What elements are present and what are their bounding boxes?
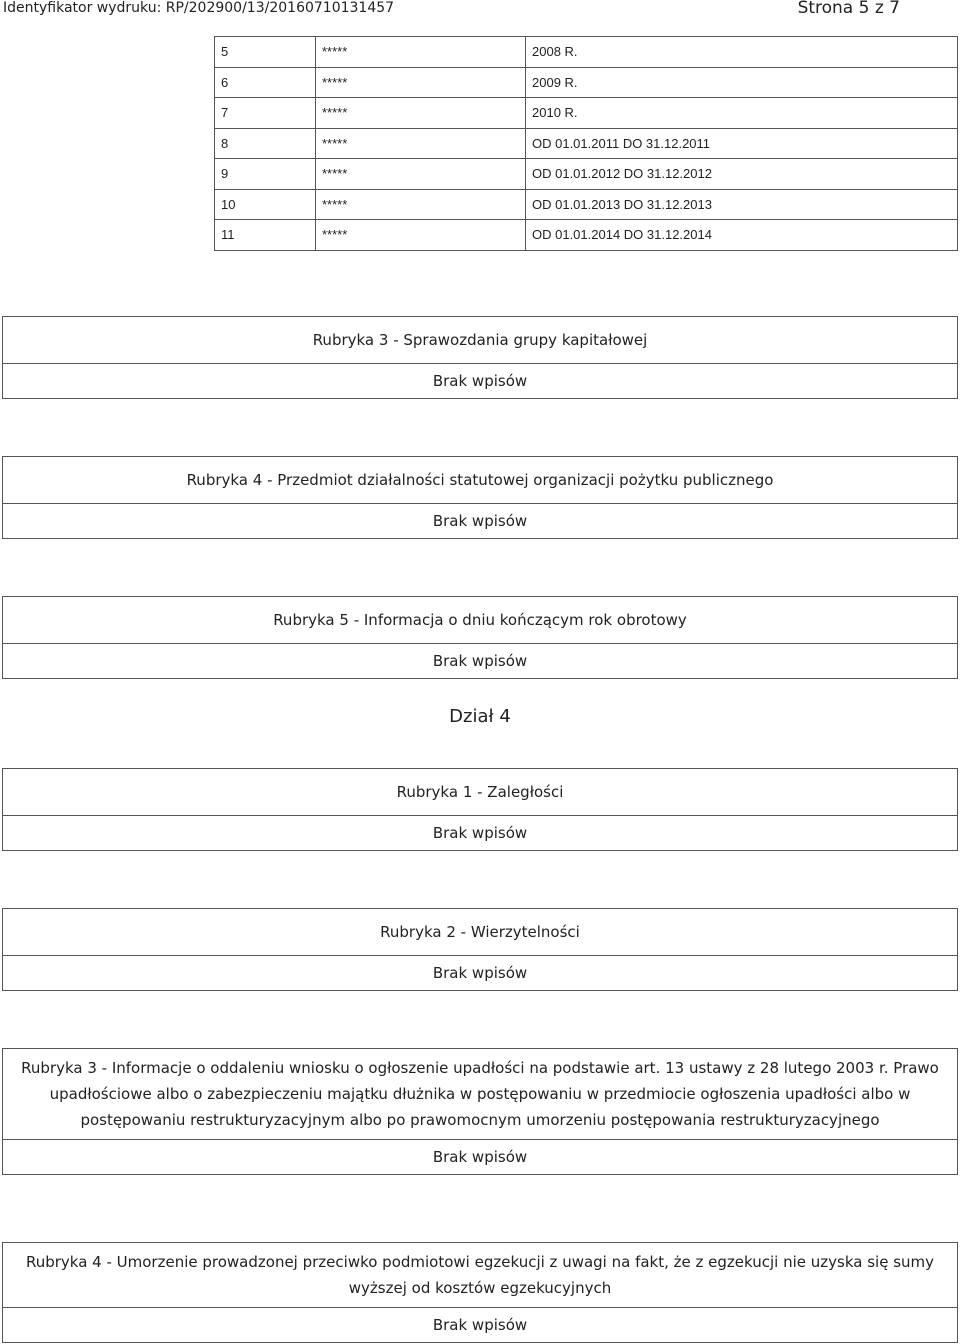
section-title: Rubryka 2 - Wierzytelności — [380, 923, 580, 941]
row-number: 10 — [215, 189, 316, 220]
row-mask: ***** — [316, 128, 526, 159]
year-table — [214, 36, 958, 251]
table-row — [215, 220, 958, 251]
row-period: 2008 R. — [526, 37, 958, 68]
row-mask: ***** — [316, 67, 526, 98]
print-header — [0, 0, 960, 20]
section-empty-note: Brak wpisów — [3, 1307, 957, 1342]
section-title: Rubryka 3 - Sprawozdania grupy kapitałowej — [312, 331, 648, 349]
table-row — [215, 67, 958, 98]
row-period: 2009 R. — [526, 67, 958, 98]
section-title: Rubryka 4 - Przedmiot działalności statutowej organizacji pożytku publicznego — [186, 471, 774, 489]
row-number: 7 — [215, 98, 316, 129]
section-rubryka-5-rok-obrotowy — [2, 596, 958, 679]
page-number: Strona 5 z 7 — [797, 0, 900, 18]
section-title: Rubryka 4 - Umorzenie prowadzonej przeciwko podmiotowi egzekucji z uwagi na fakt, że z egzekucji nie uzyska się sumy wyższej od kosztów egzekucyjnych — [25, 1253, 935, 1297]
row-number: 11 — [215, 220, 316, 251]
table-row — [215, 37, 958, 68]
section-rubryka-4-przedmiot — [2, 456, 958, 539]
section-title: Rubryka 5 - Informacja o dniu kończącym rok obrotowy — [273, 611, 687, 629]
row-number: 5 — [215, 37, 316, 68]
section-empty-note: Brak wpisów — [3, 1139, 957, 1174]
row-period: OD 01.01.2012 DO 31.12.2012 — [526, 159, 958, 190]
table-row — [215, 159, 958, 190]
division-heading: Dział 4 — [449, 706, 511, 727]
section-rubryka-3-sprawozdania — [2, 316, 958, 399]
row-period: 2010 R. — [526, 98, 958, 129]
section-title: Rubryka 1 - Zaległości — [396, 783, 564, 801]
row-period: OD 01.01.2014 DO 31.12.2014 — [526, 220, 958, 251]
section-empty-note: Brak wpisów — [3, 643, 957, 678]
section-empty-note: Brak wpisów — [3, 503, 957, 538]
row-mask: ***** — [316, 220, 526, 251]
row-mask: ***** — [316, 37, 526, 68]
section-rubryka-1-zaleglosci — [2, 768, 958, 851]
table-row — [215, 98, 958, 129]
row-mask: ***** — [316, 189, 526, 220]
table-row — [215, 189, 958, 220]
row-period: OD 01.01.2011 DO 31.12.2011 — [526, 128, 958, 159]
table-row — [215, 128, 958, 159]
row-mask: ***** — [316, 159, 526, 190]
print-identifier: Identyfikator wydruku: RP/202900/13/20160710131457 — [3, 0, 395, 16]
section-title: Rubryka 3 - Informacje o oddaleniu wniosku o ogłoszenie upadłości na podstawie art. 13 ustawy z 28 lutego 2003 r. Prawo upadłościowe albo o zabezpieczeniu majątku dłużnika w postępowaniu w przedmiocie ogłoszenia upadłości albo w postępowaniu restrukturyzacyjnym albo po prawomocnym umorzeniu postępowania restrukturyzacyjnego — [21, 1059, 939, 1129]
section-rubryka-3-upadlosc — [2, 1048, 958, 1175]
section-empty-note: Brak wpisów — [3, 955, 957, 990]
row-number: 8 — [215, 128, 316, 159]
section-empty-note: Brak wpisów — [3, 363, 957, 398]
row-number: 9 — [215, 159, 316, 190]
row-mask: ***** — [316, 98, 526, 129]
section-empty-note: Brak wpisów — [3, 815, 957, 850]
section-rubryka-4-umorzenie — [2, 1242, 958, 1343]
section-rubryka-2-wierzytelnosci — [2, 908, 958, 991]
row-number: 6 — [215, 67, 316, 98]
row-period: OD 01.01.2013 DO 31.12.2013 — [526, 189, 958, 220]
